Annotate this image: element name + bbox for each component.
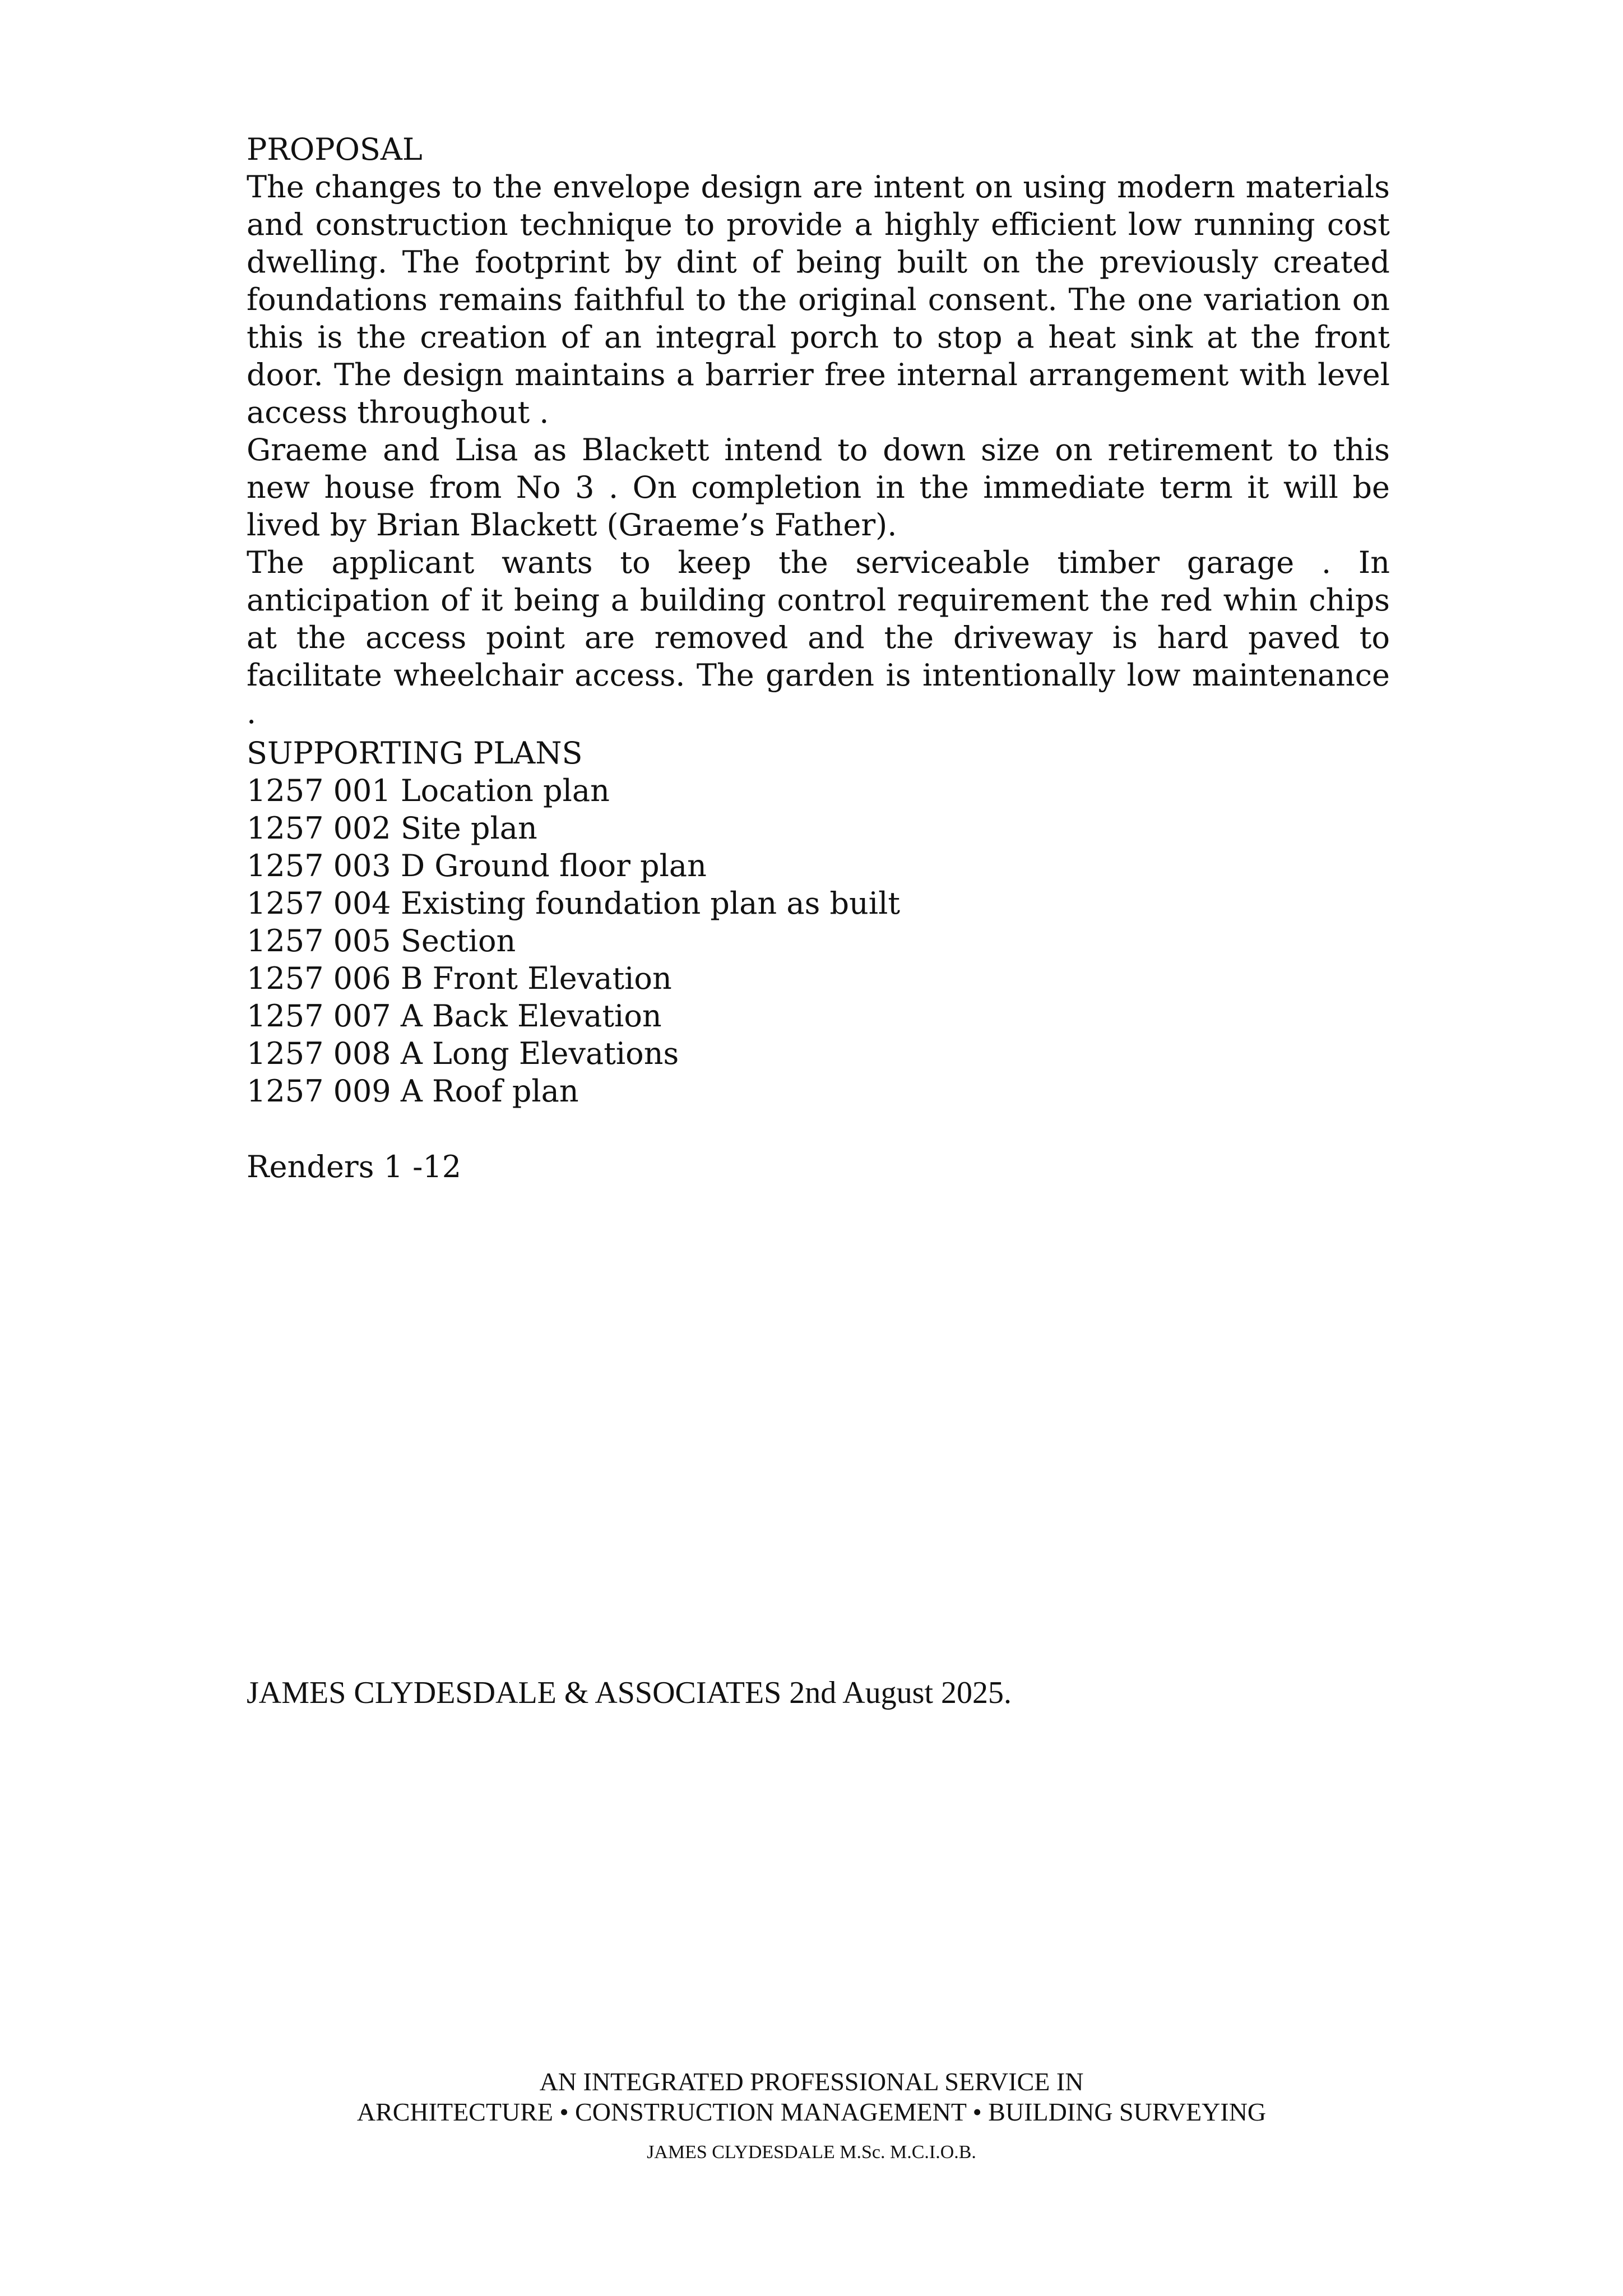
plan-item: 1257 005 Section — [247, 923, 516, 959]
proposal-paragraph-occupants: Graeme and Lisa as Blackett intend to down size on retirement to this new house from No 3 . On completion in the immediate term it will be lived by Brian Blackett (Graeme’s Father). — [247, 432, 1390, 543]
proposal-body — [247, 168, 1390, 732]
supporting-plans-heading: SUPPORTING PLANS — [247, 735, 583, 771]
proposal-paragraph-garage: The applicant wants to keep the serviceable timber garage . In anticipation of it being a building control requirement the red whin chips at the access point are removed and the driveway is hard paved to facilitate wheelchair access. The garden is intentionally low maintenance . — [247, 545, 1390, 730]
plan-item: 1257 002 Site plan — [247, 811, 537, 846]
plan-item: 1257 009 A Roof plan — [247, 1073, 579, 1109]
plan-item: 1257 003 D Ground floor plan — [247, 848, 707, 883]
supporting-plans-list — [247, 772, 900, 1110]
footer-service-line: AN INTEGRATED PROFESSIONAL SERVICE IN — [539, 2067, 1084, 2096]
plan-item: 1257 007 A Back Elevation — [247, 998, 662, 1034]
footer-credentials-line: JAMES CLYDESDALE M.Sc. M.C.I.O.B. — [647, 2142, 976, 2163]
renders-line: Renders 1 -12 — [247, 1149, 462, 1184]
plan-item: 1257 004 Existing foundation plan as built — [247, 886, 901, 921]
plan-item: 1257 006 B Front Elevation — [247, 961, 672, 996]
plan-item: 1257 001 Location plan — [247, 773, 610, 808]
footer-disciplines-line: ARCHITECTURE • CONSTRUCTION MANAGEMENT • BUILDING SURVEYING — [356, 2098, 1267, 2126]
plan-item: 1257 008 A Long Elevations — [247, 1036, 679, 1071]
proposal-heading: PROPOSAL — [247, 132, 423, 167]
proposal-paragraph-envelope: The changes to the envelope design are intent on using modern materials and construction technique to provide a highly efficient low running cost dwelling. The footprint by dint of being built on the previously created foundations remains faithful to the original consent. The one variation on this is the creation of an integral porch to stop a heat sink at the front door. The design maintains a barrier free internal arrangement with level access throughout . — [247, 169, 1390, 430]
signature-line: JAMES CLYDESDALE & ASSOCIATES 2nd August 2025. — [247, 1675, 1012, 1710]
